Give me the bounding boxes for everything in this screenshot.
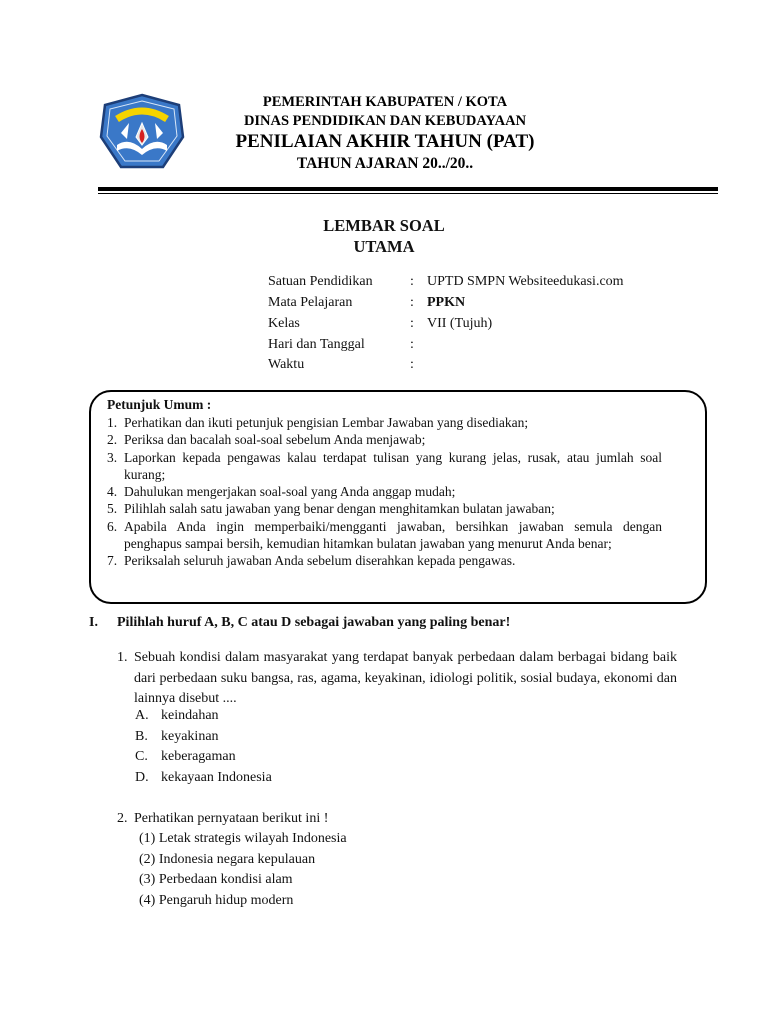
info-colon: : xyxy=(410,316,414,331)
question-text: Sebuah kondisi dalam masyarakat yang terdapat banyak perbedaan dalam berbagai bidang baik dari perbedaan suku bangsa, ras, agama, keyakinan, idiologi politik, sosial budaya, ekonomi dan lainnya disebut .... xyxy=(134,650,677,706)
instruction-text: Periksa dan bacalah soal-soal sebelum Anda menjawab; xyxy=(124,432,426,448)
info-colon: : xyxy=(410,357,414,372)
instruction-item xyxy=(107,500,662,517)
option-letter: C. xyxy=(135,749,148,765)
info-label: Hari dan Tanggal xyxy=(268,337,365,352)
instruction-text: Perhatikan dan ikuti petunjuk pengisian Lembar Jawaban yang disediakan; xyxy=(124,415,529,430)
instruction-number: 2. xyxy=(107,432,118,448)
option-text: keindahan xyxy=(161,708,219,723)
info-label: Waktu xyxy=(268,357,305,372)
question-2-statements xyxy=(139,831,347,914)
letterhead-exam-title: PENILAIAN AKHIR TAHUN (PAT) xyxy=(235,131,535,152)
instruction-text: Pilihlah salah satu jawaban yang benar dengan menghitamkan bulatan jawaban; xyxy=(124,501,555,517)
letterhead-school-year: TAHUN AJARAN 20../20.. xyxy=(296,155,474,172)
header-divider-thin xyxy=(98,193,718,194)
info-value: UPTD SMPN Websiteedukasi.com xyxy=(427,274,624,289)
instruction-text: Apabila Anda ingin memperbaiki/mengganti jawaban, bersihkan jawaban semula dengan penghapus sampai bersih, kemudian hitamkan bulatan jawaban yang menurut Anda benar; xyxy=(124,518,662,552)
instruction-item xyxy=(107,449,662,484)
instruction-number: 6. xyxy=(107,518,118,534)
question-number: 2. xyxy=(117,811,128,826)
instruction-number: 5. xyxy=(107,501,118,517)
question-text: Perhatikan pernyataan berikut ini ! xyxy=(134,811,329,826)
option-text: keberagaman xyxy=(161,749,236,765)
instruction-item xyxy=(107,518,662,553)
sheet-title: LEMBAR SOAL xyxy=(323,216,445,235)
section-instruction: Pilihlah huruf A, B, C atau D sebagai jawaban yang paling benar! xyxy=(117,615,511,630)
instruction-number: 7. xyxy=(107,553,118,569)
info-value: VII (Tujuh) xyxy=(427,316,493,331)
info-colon: : xyxy=(410,295,414,310)
instruction-item xyxy=(107,552,662,569)
info-value: PPKN xyxy=(427,295,466,310)
instruction-item xyxy=(107,414,662,431)
letterhead-line-1: PEMERINTAH KABUPATEN / KOTA xyxy=(262,94,508,110)
statement-item: (3) Perbedaan kondisi alam xyxy=(139,872,293,888)
info-label: Kelas xyxy=(268,316,300,331)
info-label: Mata Pelajaran xyxy=(268,295,353,310)
statement-item: (1) Letak strategis wilayah Indonesia xyxy=(139,831,347,846)
tut-wuri-handayani-logo xyxy=(99,93,185,173)
option-text: kekayaan Indonesia xyxy=(161,770,272,786)
option-letter: A. xyxy=(135,708,149,723)
header-divider-thick xyxy=(98,187,718,191)
question-1 xyxy=(117,648,677,710)
instructions-title: Petunjuk Umum : xyxy=(107,397,212,412)
instruction-text: Laporkan kepada pengawas kalau terdapat tulisan yang kurang jelas, rusak, atau jumlah soal kurang; xyxy=(124,449,662,482)
section-number: I. xyxy=(89,615,98,630)
info-colon: : xyxy=(410,337,414,352)
info-label: Satuan Pendidikan xyxy=(268,274,373,289)
sheet-subtitle: UTAMA xyxy=(353,237,415,256)
statement-item: (4) Pengaruh hidup modern xyxy=(139,893,294,909)
letterhead-line-2: DINAS PENDIDIKAN DAN KEBUDAYAAN xyxy=(243,113,527,129)
option-text: keyakinan xyxy=(161,728,219,744)
option-letter: D. xyxy=(135,770,149,786)
instruction-item xyxy=(107,431,662,448)
instruction-item xyxy=(107,483,662,500)
instruction-number: 1. xyxy=(107,415,118,430)
instruction-text: Periksalah seluruh jawaban Anda sebelum diserahkan kepada pengawas. xyxy=(124,553,516,569)
option-letter: B. xyxy=(135,728,148,744)
instruction-text: Dahulukan mengerjakan soal-soal yang Anda anggap mudah; xyxy=(124,484,456,500)
info-colon: : xyxy=(410,274,414,289)
instruction-number: 4. xyxy=(107,484,118,500)
instructions-list xyxy=(107,414,662,570)
question-number: 1. xyxy=(117,650,128,665)
statement-item: (2) Indonesia negara kepulauan xyxy=(139,851,316,867)
instruction-number: 3. xyxy=(107,449,118,465)
